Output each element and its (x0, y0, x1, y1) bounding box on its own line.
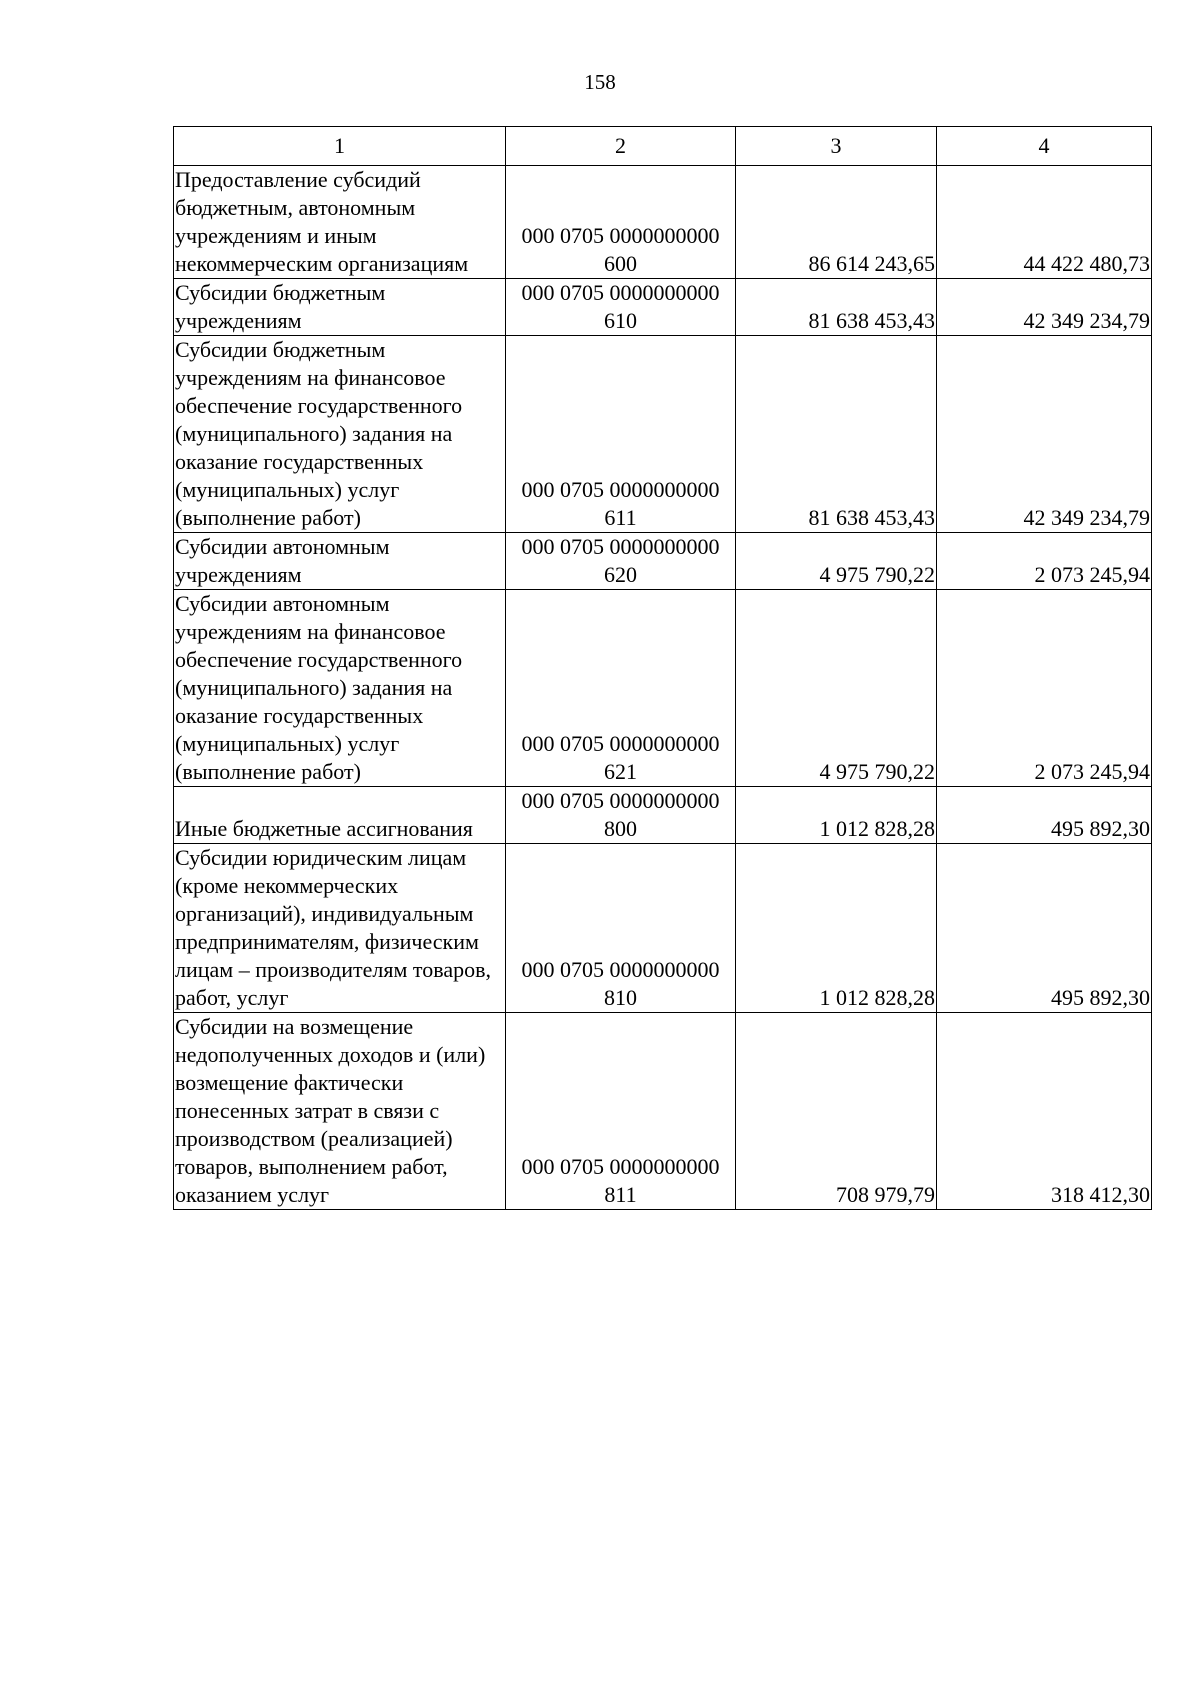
table-row (174, 787, 1152, 844)
table-body (174, 166, 1152, 1210)
row-value-4: 2 073 245,94 (937, 590, 1152, 787)
row-code: 000 0705 0000000000 620 (506, 533, 736, 590)
row-code: 000 0705 0000000000 610 (506, 279, 736, 336)
row-value-3: 4 975 790,22 (736, 590, 937, 787)
row-name: Предоставление субсидий бюджетным, автономным учреждениям и иным некоммерческим организациям (174, 166, 506, 279)
row-name: Субсидии бюджетным учреждениям на финансовое обеспечение государственного (муниципального) задания на оказание государственных (муниципальных) услуг (выполнение работ) (174, 336, 506, 533)
row-value-3: 4 975 790,22 (736, 533, 937, 590)
table-row (174, 279, 1152, 336)
table-header (174, 127, 1152, 166)
table-row (174, 844, 1152, 1013)
row-value-3: 81 638 453,43 (736, 336, 937, 533)
row-code: 000 0705 0000000000 600 (506, 166, 736, 279)
header-row (174, 127, 1152, 166)
row-value-4: 42 349 234,79 (937, 279, 1152, 336)
row-name: Субсидии бюджетным учреждениям (174, 279, 506, 336)
budget-table (173, 126, 1152, 1210)
row-value-4: 42 349 234,79 (937, 336, 1152, 533)
table-row (174, 166, 1152, 279)
page-number: 158 (584, 70, 616, 94)
table-row (174, 1013, 1152, 1210)
row-name: Субсидии на возмещение недополученных доходов и (или) возмещение фактически понесенных затрат в связи с производством (реализацией) товаров, выполнением работ, оказанием услуг (174, 1013, 506, 1210)
row-value-4: 44 422 480,73 (937, 166, 1152, 279)
column-header-1: 1 (174, 127, 506, 166)
row-name: Субсидии юридическим лицам (кроме некоммерческих организаций), индивидуальным предпринимателям, физическим лицам – производителям товаров, работ, услуг (174, 844, 506, 1013)
row-value-3: 708 979,79 (736, 1013, 937, 1210)
row-code: 000 0705 0000000000 810 (506, 844, 736, 1013)
row-value-4: 495 892,30 (937, 844, 1152, 1013)
row-value-4: 318 412,30 (937, 1013, 1152, 1210)
column-header-3: 3 (736, 127, 937, 166)
table-row (174, 533, 1152, 590)
row-code: 000 0705 0000000000 800 (506, 787, 736, 844)
row-value-3: 81 638 453,43 (736, 279, 937, 336)
row-code: 000 0705 0000000000 611 (506, 336, 736, 533)
row-value-3: 1 012 828,28 (736, 844, 937, 1013)
row-value-3: 1 012 828,28 (736, 787, 937, 844)
row-code: 000 0705 0000000000 811 (506, 1013, 736, 1210)
row-name: Иные бюджетные ассигнования (174, 787, 506, 844)
row-value-4: 2 073 245,94 (937, 533, 1152, 590)
table-row (174, 590, 1152, 787)
row-value-3: 86 614 243,65 (736, 166, 937, 279)
row-name: Субсидии автономным учреждениям на финансовое обеспечение государственного (муниципального) задания на оказание государственных (муниципальных) услуг (выполнение работ) (174, 590, 506, 787)
column-header-4: 4 (937, 127, 1152, 166)
row-value-4: 495 892,30 (937, 787, 1152, 844)
row-code: 000 0705 0000000000 621 (506, 590, 736, 787)
table-row (174, 336, 1152, 533)
column-header-2: 2 (506, 127, 736, 166)
row-name: Субсидии автономным учреждениям (174, 533, 506, 590)
